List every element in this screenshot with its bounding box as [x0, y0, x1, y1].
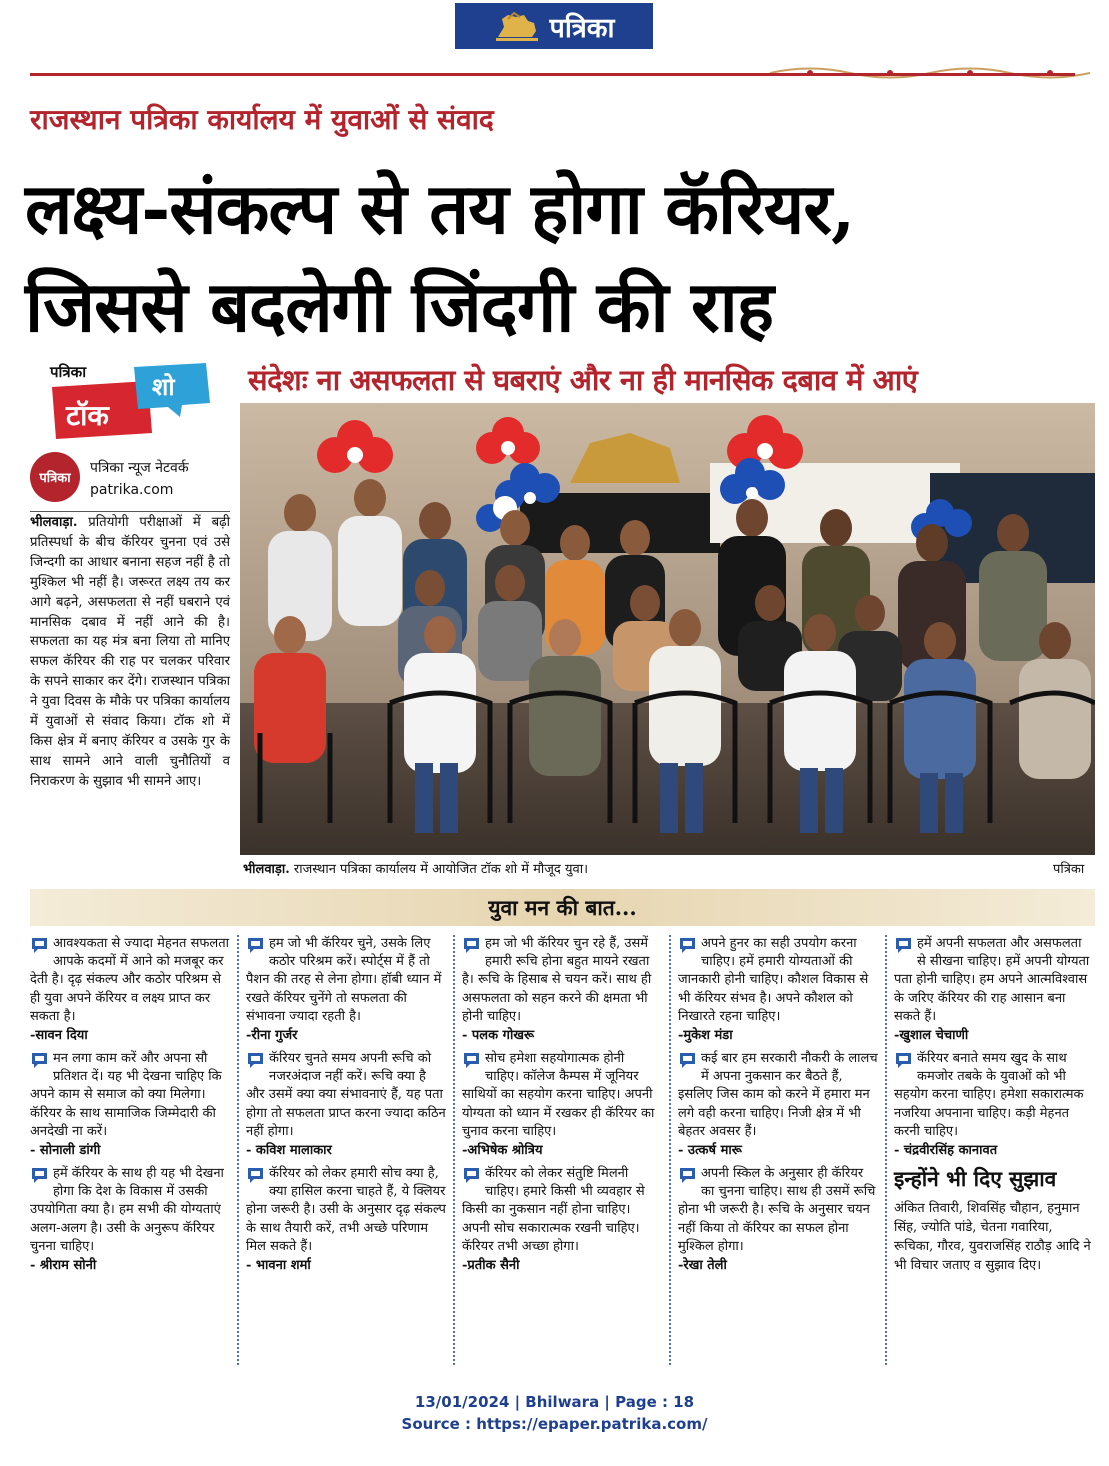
quote: हम जो भी कॅरियर चुने, उसके लिए कठोर परिश्रम करें। स्पोर्ट्स में हैं तो पैशन की तरह से लेना होगा। हॉबी ध्यान में रखते कॅरियर चुनेंगे तो सफलता की संभावना ज्यादा रहती है। — [246, 936, 442, 1024]
quote-author: -खुशाल चेचाणी — [894, 1028, 969, 1044]
patrika-logo-icon: पत्रिका — [30, 452, 80, 502]
quote-author: -मुकेश मंडा — [678, 1028, 733, 1044]
quote: आवश्यकता से ज्यादा मेहनत सफलता आपके कदमों में आने को मजबूर कर देती है। दृढ़ संकल्प और कठोर परिश्रम से ही युवा अपने कॅरियर व लक्ष्य प्राप्त कर सकता है। — [30, 936, 229, 1024]
quote: हमें कॅरियर के साथ ही यह भी देखना होगा कि देश के विकास में उसकी उपयोगिता क्या है। हम सभी की योग्यताएं अलग-अलग है। उसी के अनुरूप कॅरियर चुनना चाहिए। — [30, 1166, 224, 1254]
quote-author: -अभिषेक श्रोत्रिय — [462, 1143, 543, 1159]
section-title: युवा मन की बात... — [488, 894, 637, 920]
column-divider — [237, 935, 239, 1365]
column-divider — [885, 935, 887, 1365]
quote: कई बार हम सरकारी नौकरी के लालच में अपना नुकसान कर बैठते हैं, इसलिए जिस काम को करने में हमारा मन लगे वही करना चाहिए। निजी क्षेत्र में भी बेहतर अवसर हैं। — [678, 1051, 878, 1139]
byline-site[interactable]: patrika.com — [90, 482, 174, 498]
speech-bubble-icon — [30, 936, 49, 955]
masthead-name: पत्रिका — [549, 12, 615, 44]
speech-bubble-icon — [462, 1051, 481, 1070]
quote: कॅरियर बनाते समय खुद के साथ कमजोर तबके के युवाओं को भी सहयोग करना चाहिए। हमेशा सकारात्मक नजरिया अपनाना चाहिए। कड़ी मेहनत करनी चाहिए। — [894, 1051, 1084, 1139]
byline-network: पत्रिका न्यूज नेटवर्क — [90, 460, 189, 476]
headline-line-1: लक्ष्य-संकल्प से तय होगा कॅरियर, — [25, 167, 855, 250]
speech-bubble-icon — [246, 1051, 265, 1070]
speech-bubble-icon — [30, 1166, 49, 1185]
quote-column-5 — [894, 935, 1094, 1365]
talk-show-badge — [30, 355, 220, 445]
lion-emblem-icon — [494, 9, 540, 43]
quote: अपने हुनर का सही उपयोग करना चाहिए। हमें हमारी योग्यताओं की जानकारी होनी चाहिए। कौशल विकास से भी कॅरियर संभव है। अपने कौशल को निखारते रहना चाहिए। — [678, 936, 869, 1024]
footer-edition-info: 13/01/2024 | Bhilwara | Page : 18 — [414, 1393, 695, 1411]
quote-author: - कविश मालाकार — [246, 1143, 332, 1159]
speech-bubble-icon — [246, 936, 265, 955]
speech-bubble-icon — [678, 1166, 697, 1185]
suggestions-text: अंकित तिवारी, शिवसिंह चौहान, हनुमान सिंह, ज्योति पांडे, चेतना गवारिया, रूचिका, गौरव, युवराजसिंह राठौड़ आदि ने भी विचार जताए व सुझाव दिए। — [894, 1201, 1091, 1274]
column-divider — [453, 935, 455, 1365]
speech-bubble-icon — [462, 1166, 481, 1185]
intro-paragraph — [30, 513, 230, 792]
quote: हमें अपनी सफलता और असफलता से सीखना चाहिए। हमें अपनी योग्यता पता होनी चाहिए। हम अपने आत्मविश्वास के जरिए कॅरियर की राह आसान बना सकते हैं। — [894, 936, 1090, 1024]
masthead-logo[interactable] — [455, 3, 653, 49]
quote-author: - श्रीराम सोनी — [30, 1258, 97, 1274]
headline-line-2: जिससे बदलेगी जिंदगी की राह — [25, 265, 773, 348]
quote: कॅरियर को लेकर हमारी सोच क्या है, क्या हासिल करना चाहते हैं, ये क्लियर होना जरूरी है। उसी के अनुसार दृढ़ संकल्प के साथ तैयारी करें, तभी अच्छे परिणाम मिल सकते हैं। — [246, 1166, 446, 1254]
speech-bubble-icon — [894, 1051, 913, 1070]
speech-bubble-icon — [894, 936, 913, 955]
quote-column-1 — [30, 935, 230, 1365]
quote-author: -रेखा तेली — [678, 1258, 727, 1274]
footer-source-link[interactable]: Source : https://epaper.patrika.com/ — [401, 1415, 708, 1433]
masthead-rule — [30, 73, 1075, 76]
quote-author: -प्रतीक सैनी — [462, 1258, 520, 1274]
speech-bubble-icon — [30, 1051, 49, 1070]
suggestions-heading: इन्होंने भी दिए सुझाव — [894, 1166, 1057, 1192]
quote: कॅरियर को लेकर संतुष्टि मिलनी चाहिए। हमारे किसी भी व्यवहार से किसी का नुकसान नहीं होना चाहिए। अपनी सोच सकारात्मक रखनी चाहिए। कॅरियर तभी अच्छा होगा। — [462, 1166, 645, 1254]
subhead: संदेशः ना असफलता से घबराएं और ना ही मानसिक दबाव में आएं — [248, 363, 918, 397]
speech-bubble-icon — [678, 936, 697, 955]
quote-author: - उत्कर्ष मारू — [678, 1143, 742, 1159]
photo-caption — [243, 859, 1003, 877]
column-divider — [669, 935, 671, 1365]
intro-text: प्रतियोगी परीक्षाओं में बढ़ी प्रतिस्पर्धा के बीच कॅरियर चुनना एवं उसे जिन्दगी का आधार बनाना सहज नहीं है तो मुश्किल भी नहीं है। जरूरत लक्ष्य तय कर आगे बढ़ने, असफलता से नहीं घबराने एवं मानसिक दबाव में नहीं आने की है। सफलता का यह मंत्र बना लिया तो मानिए सफल कॅरियर की राह पर चलकर परिवार के सपने साकार कर देंगे। राजस्थान पत्रिका ने युवा दिवस के मौके पर पत्रिका कार्यालय में युवाओं से संवाद किया। टॉक शो में किस क्षेत्र में बनाए कॅरियर व उसके गुर के साथ सामने आने वाली चुनौतियों व निराकरण के सुझाव भी सामने आए। — [30, 515, 230, 789]
byline — [30, 452, 235, 508]
speech-bubble-icon — [678, 1051, 697, 1070]
caption-text: राजस्थान पत्रिका कार्यालय में आयोजित टॉक शो में मौजूद युवा। — [289, 862, 589, 877]
dateline: भीलवाड़ा. — [30, 515, 78, 530]
speech-bubble-icon — [246, 1166, 265, 1185]
group-photo — [240, 403, 1095, 855]
section-banner — [30, 889, 1095, 926]
quote: अपनी स्किल के अनुसार ही कॅरियर का चुनना चाहिए। साथ ही उसमें रूचि होना भी जरूरी है। रूचि के अनुसार चयन नहीं किया तो कॅरियर का सफल होना मुश्किल होगा। — [678, 1166, 876, 1254]
quote: सोच हमेशा सहयोगात्मक होनी चाहिए। कॉलेज कैम्पस में जूनियर साथियों का सहयोग करना चाहिए। अपनी योग्यता को ध्यान में रखकर ही कॅरियर का चुनाव करना चाहिए। — [462, 1051, 655, 1139]
talk-show-top: पत्रिका — [50, 363, 87, 381]
photo-credit: पत्रिका — [1053, 862, 1085, 877]
quote-author: - चंद्रवीरसिंह कानावत — [894, 1143, 998, 1159]
speech-bubble-icon — [462, 936, 481, 955]
caption-place: भीलवाड़ा. — [243, 862, 290, 877]
talk-show-main: टॉक — [66, 399, 109, 432]
quote: हम जो भी कॅरियर चुन रहे हैं, उसमें हमारी रूचि होना बहुत मायने रखता है। रूचि के हिसाब से चयन करें। साथ ही असफलता को सहन करने की क्षमता भी होनी चाहिए। — [462, 936, 652, 1024]
quote-author: -सावन दिया — [30, 1028, 88, 1044]
quote-column-3 — [462, 935, 662, 1365]
quote: कॅरियर चुनते समय अपनी रूचि को नजरअंदाज नहीं करें। रूचि क्या है और उसमें क्या क्या संभावनाएं हैं, यह पता होगा तो सफलता प्राप्त करना ज्यादा कठिन नहीं होगा। — [246, 1051, 446, 1139]
quote: मन लगा काम करें और अपना सौ प्रतिशत दें। यह भी देखना चाहिए कि अपने काम से समाज को क्या मिलेगा। कॅरियर के साथ सामाजिक जिम्मेदारी की अनदेखी ना करें। — [30, 1051, 222, 1139]
quote-author: -रीना गुर्जर — [246, 1028, 298, 1044]
kicker: राजस्थान पत्रिका कार्यालय में युवाओं से संवाद — [30, 103, 494, 136]
quote-author: - भावना शर्मा — [246, 1258, 311, 1274]
quote-column-4 — [678, 935, 878, 1365]
quote-author: - पलक गोखरू — [462, 1028, 535, 1044]
talk-show-bubble: शो — [152, 373, 175, 401]
quote-author: - सोनाली डांगी — [30, 1143, 101, 1159]
byline-divider — [30, 511, 230, 512]
quote-column-2 — [246, 935, 446, 1365]
